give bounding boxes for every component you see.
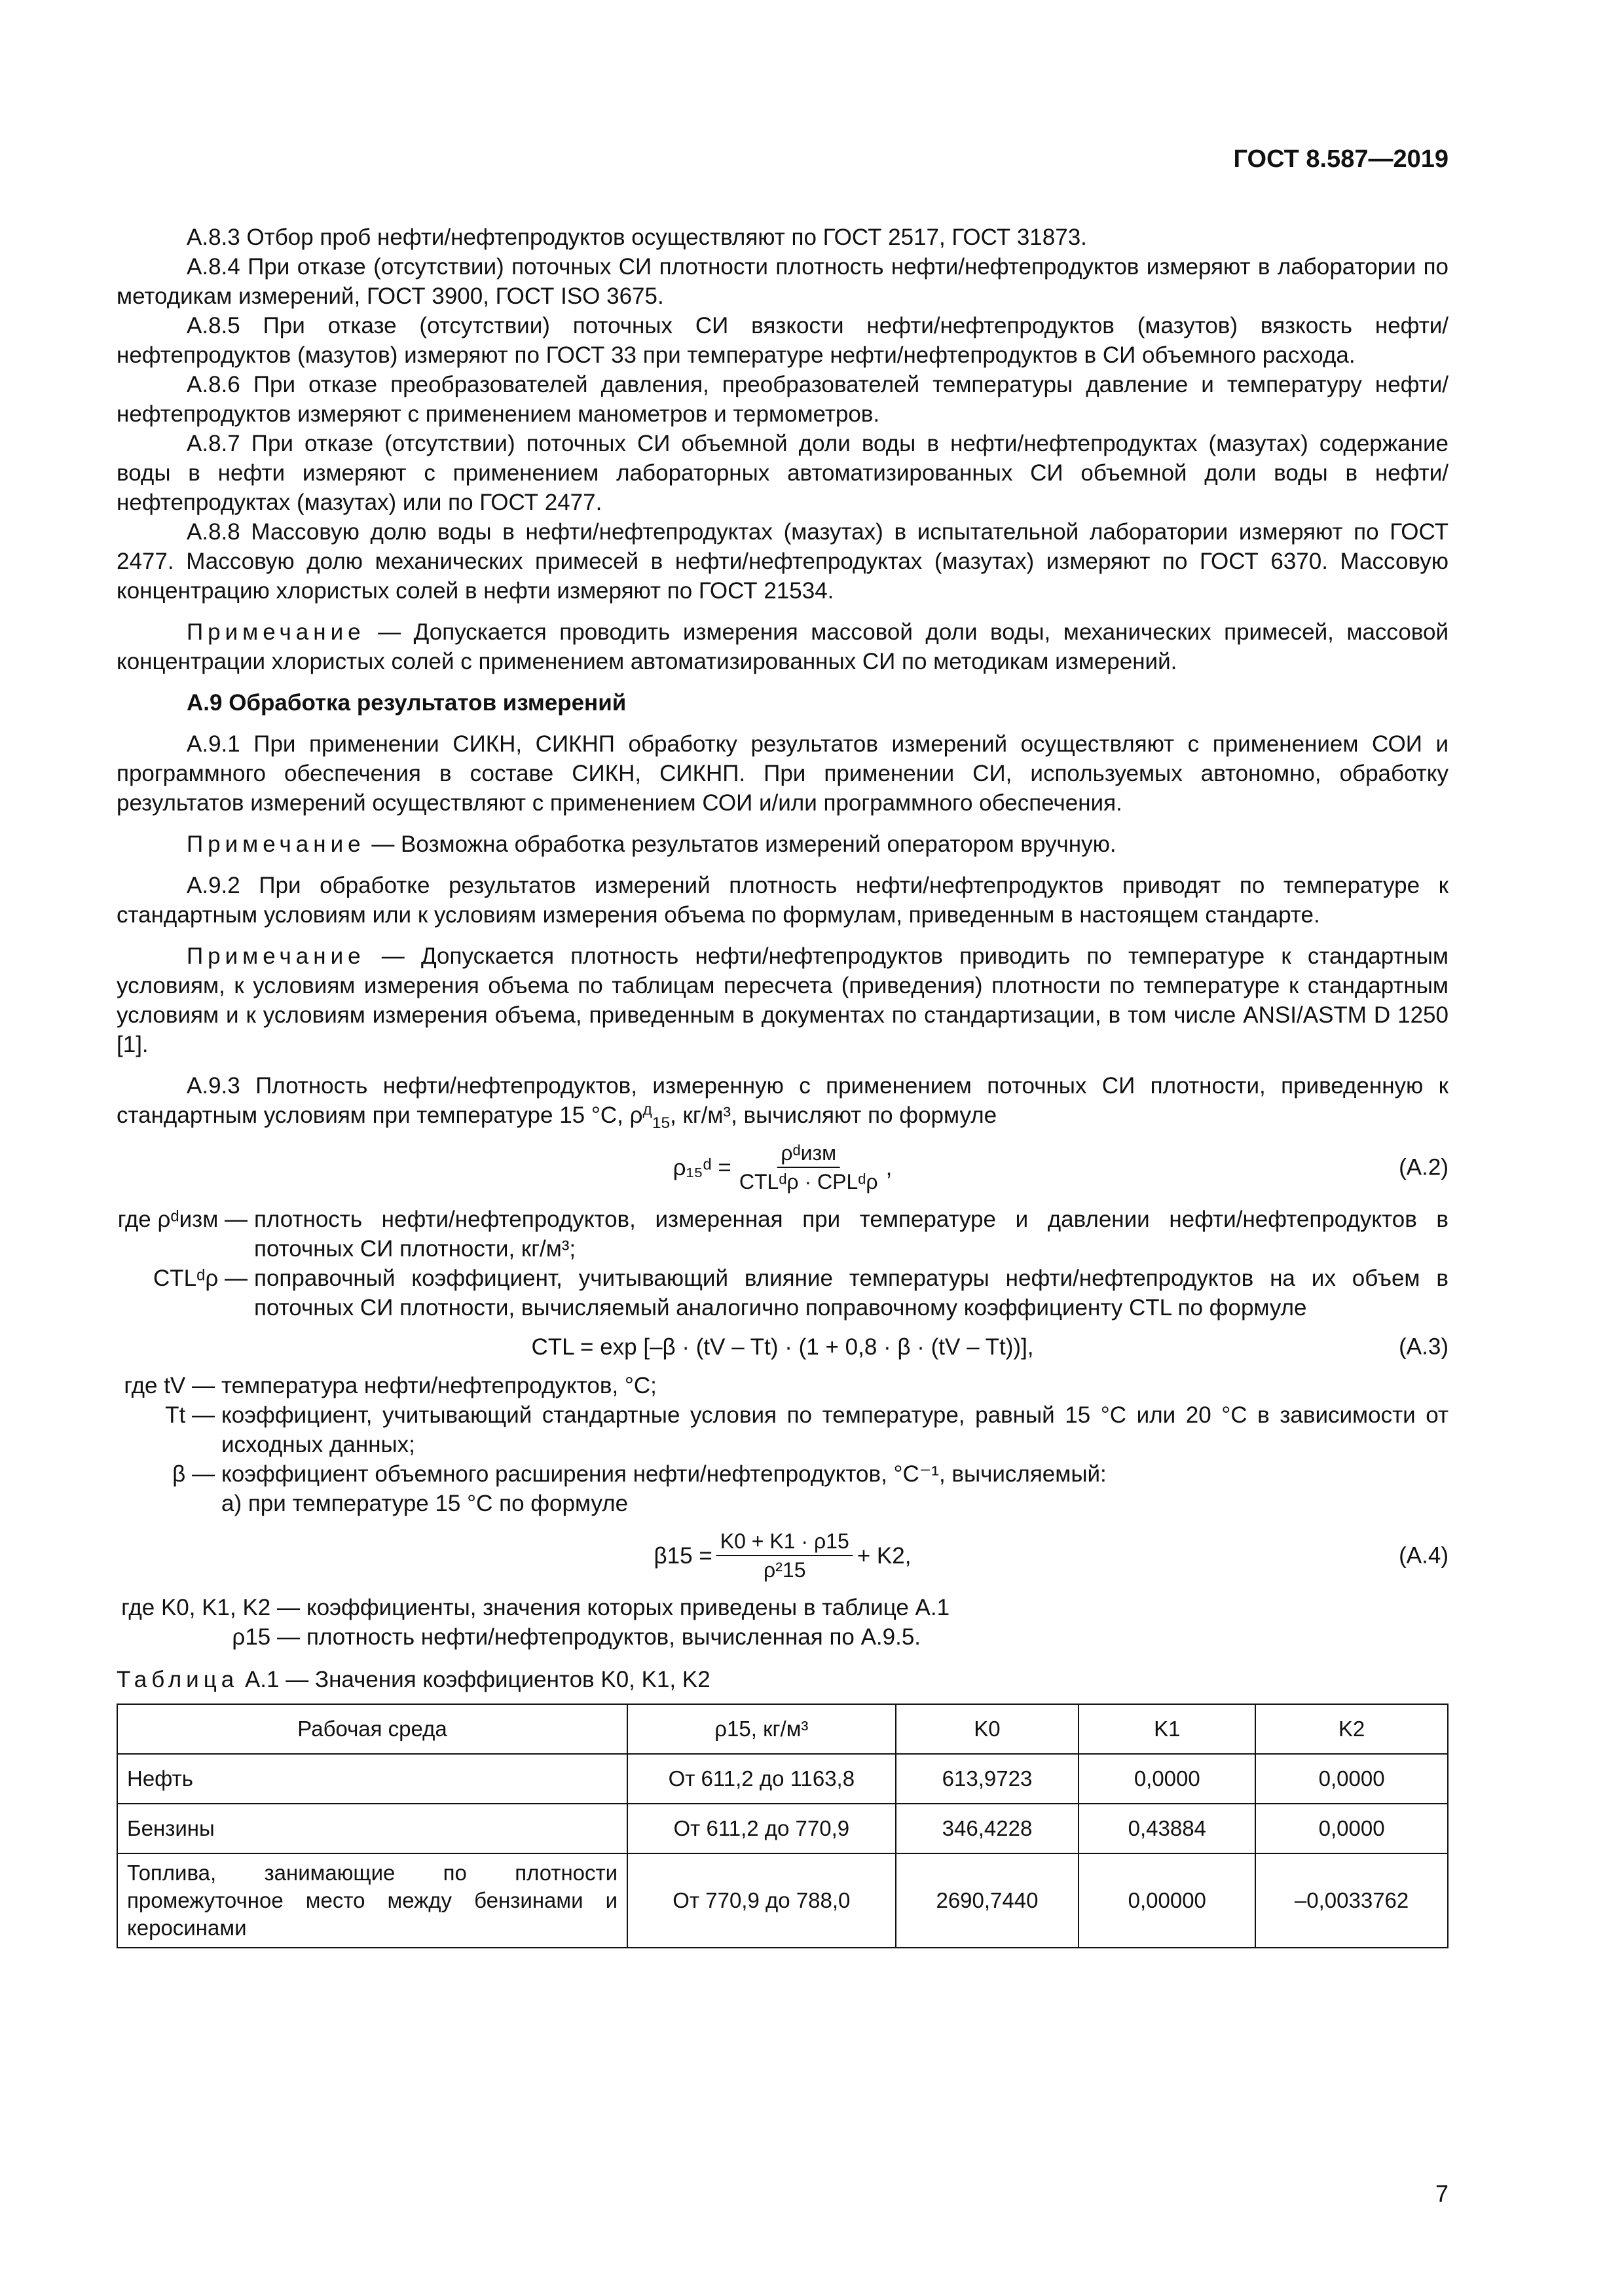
definition-row — [117, 1593, 1449, 1622]
formula-a2-lhs: ρ₁₅ᵈ = — [673, 1154, 731, 1180]
note-2-text: — Возможна обработка результатов измерений оператором вручную. — [365, 831, 1116, 857]
note-label: Примечание — [187, 831, 365, 857]
note-1 — [117, 617, 1449, 676]
paragraph-a87: А.8.7 При отказе (отсутствии) поточных СИ объемной доли воды в нефти/нефтепродуктах (мазутах) содержание воды в нефти измеряют с применением лабораторных автоматизированных СИ объемной доли воды в нефти/нефтепродуктах (мазутах) или по ГОСТ 2477. — [117, 431, 1449, 515]
table-cell: 0,00000 — [1079, 1853, 1255, 1948]
table-header-cell: Рабочая среда — [117, 1704, 627, 1754]
formula-a3-expression: CTL = exp [–β · (tV – Tt) · (1 + 0,8 · β · (tV – Tt))], — [531, 1334, 1034, 1360]
table-header-cell: K0 — [896, 1704, 1079, 1754]
formula-a2-denominator: CTLᵈρ · CPLᵈρ — [739, 1170, 878, 1194]
table-row — [117, 1804, 1448, 1853]
definition-row — [117, 1489, 1449, 1518]
note-label: Примечание — [187, 943, 365, 969]
table-cell: 346,4228 — [896, 1804, 1079, 1853]
page-number: 7 — [1435, 2180, 1449, 2207]
table-cell: От 770,9 до 788,0 — [627, 1853, 895, 1948]
table-cell: 613,9723 — [896, 1754, 1079, 1804]
formula-a3 — [117, 1330, 1449, 1363]
table-row — [117, 1853, 1448, 1948]
formula-a4-numerator: K0 + K1 · ρ15 — [716, 1529, 853, 1556]
table-cell: 0,0000 — [1079, 1754, 1255, 1804]
table-cell: –0,0033762 — [1255, 1853, 1448, 1948]
table-caption-text: А.1 — Значения коэффициентов K0, K1, K2 — [238, 1667, 710, 1692]
definition-term: CTLᵈρ — — [153, 1266, 248, 1291]
definition-term: где tV — — [124, 1373, 215, 1398]
paragraph-a92: А.9.2 При обработке результатов измерений плотность нефти/нефтепродуктов приводят по температуре к стандартным условиям или к условиям измерения объема по формулам, приведенным в настоящем стандарте. — [117, 873, 1449, 928]
table-cell: 0,43884 — [1079, 1804, 1255, 1853]
definition-text: коэффициент объемного расширения нефти/нефтепродуктов, °С⁻¹, вычисляемый: — [221, 1461, 1107, 1487]
table-header-row — [117, 1704, 1448, 1754]
table-cell: Топлива, занимающие по плотности промежуточное место между бензинами и керосинами — [117, 1853, 627, 1948]
paragraph-a88: А.8.8 Массовую долю воды в нефти/нефтепродуктах (мазутах) в испытательной лаборатории измеряют по ГОСТ 2477. Массовую долю механических примесей в нефти/нефтепродуктах (мазутах) измеряют по ГОСТ 6370. Массовую концентрацию хлористых солей в нефти измеряют по ГОСТ 21534. — [117, 519, 1449, 604]
table-cell: 0,0000 — [1255, 1754, 1448, 1804]
paragraph-a86: А.8.6 При отказе преобразователей давления, преобразователей температуры давление и температуру нефти/нефтепродуктов измеряют с применением манометров и термометров. — [117, 372, 1449, 427]
formula-a4-lhs: β15 = — [654, 1542, 712, 1569]
table-header-cell: K1 — [1079, 1704, 1255, 1754]
formula-a3-number: (А.3) — [1399, 1334, 1449, 1360]
definition-term: β — — [172, 1461, 215, 1487]
paragraph-a84: А.8.4 При отказе (отсутствии) поточных СИ плотности плотность нефти/нефтепродуктов измеряют в лаборатории по методикам измерений, ГОСТ 3900, ГОСТ ISO 3675. — [117, 254, 1449, 309]
formula-a2 — [117, 1138, 1449, 1197]
table-cell: Бензины — [117, 1804, 627, 1853]
definition-text: коэффициенты, значения которых приведены в таблице А.1 — [306, 1595, 950, 1620]
paragraph-a85: А.8.5 При отказе (отсутствии) поточных СИ вязкости нефти/нефтепродуктов (мазутов) вязкость нефти/нефтепродуктов (мазутов) измеряют по ГОСТ 33 при температуре нефти/нефтепродуктов в СИ объемного расхода. — [117, 313, 1449, 368]
coefficients-table — [117, 1704, 1449, 1948]
formula-a4-fraction — [716, 1529, 853, 1582]
note-label: Примечание — [187, 619, 365, 645]
definition-row — [117, 1459, 1449, 1489]
paragraph-a91: А.9.1 При применении СИКН, СИКНП обработку результатов измерений осуществляют с применением СОИ и программного обеспечения в составе СИКН, СИКНП. При применении СИ, используемых автономно, обработку результатов измерений осуществляют с применением СОИ и/или программного обеспечения. — [117, 731, 1449, 816]
note-1-text: — Допускается проводить измерения массовой доли воды, механических примесей, массовой концентрации хлористых солей с применением автоматизированных СИ по методикам измерений. — [117, 619, 1449, 674]
page-content — [117, 223, 1449, 1948]
table-header-cell: K2 — [1255, 1704, 1448, 1754]
definition-row — [117, 1371, 1449, 1400]
formula-a2-fraction — [735, 1140, 882, 1194]
table-cell: 2690,7440 — [896, 1853, 1079, 1948]
formula-a4 — [117, 1526, 1449, 1585]
definition-term-spacer — [117, 1489, 221, 1518]
rho15-symbol: $\rho^д_{15}$ — [629, 1101, 671, 1132]
a93-text-end: , кг/м³, вычисляют по формуле — [670, 1102, 997, 1128]
definition-text: температура нефти/нефтепродуктов, °С; — [221, 1373, 657, 1398]
table-row — [117, 1754, 1448, 1804]
formula-a4-tail: + K2, — [857, 1542, 912, 1569]
table-cell: Нефть — [117, 1754, 627, 1804]
definition-term: где K0, K1, K2 — — [121, 1595, 300, 1620]
formula-a2-number: (А.2) — [1399, 1154, 1449, 1180]
paragraph-a83: А.8.3 Отбор проб нефти/нефтепродуктов осуществляют по ГОСТ 2517, ГОСТ 31873. — [187, 225, 1087, 250]
formula-a2-numerator: ρᵈизм — [777, 1140, 840, 1168]
paragraph-a93 — [117, 1071, 1449, 1130]
table-cell: От 611,2 до 1163,8 — [627, 1754, 895, 1804]
table-cell: 0,0000 — [1255, 1804, 1448, 1853]
formula-a4-denominator: ρ²15 — [764, 1558, 806, 1582]
table-cell: От 611,2 до 770,9 — [627, 1804, 895, 1853]
definition-text: коэффициент, учитывающий стандартные условия по температуре, равный 15 °С или 20 °С в зависимости от исходных данных; — [221, 1402, 1449, 1457]
definition-term: ρ15 — — [232, 1624, 300, 1650]
definition-text: поправочный коэффициент, учитывающий влияние температуры нефти/нефтепродуктов на их объем в поточных СИ плотности, вычисляемый аналогично поправочному коэффициенту CTL по формуле — [254, 1266, 1449, 1321]
definition-term: где ρᵈизм — — [117, 1207, 248, 1232]
formula-a4-number: (А.4) — [1399, 1542, 1449, 1569]
table-caption-label: Таблица — [117, 1667, 239, 1692]
table-caption — [117, 1665, 1449, 1694]
definition-row — [117, 1205, 1449, 1264]
note-3 — [117, 941, 1449, 1059]
definition-row — [117, 1264, 1449, 1322]
definition-row — [117, 1400, 1449, 1459]
definition-term: Tt — — [165, 1402, 215, 1428]
definitions-a2 — [117, 1205, 1449, 1322]
definition-text: плотность нефти/нефтепродуктов, измеренная при температуре и давлении нефти/нефтепродуктов в поточных СИ плотности, кг/м³; — [254, 1207, 1449, 1262]
document-code-header: ГОСТ 8.587—2019 — [1233, 145, 1449, 173]
section-heading-a9: А.9 Обработка результатов измерений — [187, 690, 627, 716]
formula-a2-tail: , — [885, 1154, 893, 1180]
definition-row — [117, 1622, 1449, 1652]
note-2 — [117, 829, 1449, 859]
definitions-a4 — [117, 1593, 1449, 1652]
note-3-text: — Допускается плотность нефти/нефтепродуктов приводить по температуре к стандартным условиям, к условиям измерения объема по таблицам пересчета (приведения) плотности по температуре к стандартным условиям и к условиям измерения объема, приведенным в документах по стандартизации, в том числе ANSI/ASTM D 1250 [1]. — [117, 943, 1449, 1057]
a93-text-start: А.9.3 Плотность нефти/нефтепродуктов, измеренную с применением поточных СИ плотности, приведенную к стандартным условиям при температуре 15 °С, — [117, 1073, 1449, 1128]
definitions-a3 — [117, 1371, 1449, 1518]
definition-subitem: а) при температуре 15 °С по формуле — [221, 1491, 629, 1516]
table-header-cell: ρ15, кг/м³ — [627, 1704, 895, 1754]
definition-text: плотность нефти/нефтепродуктов, вычисленная по А.9.5. — [306, 1624, 921, 1650]
